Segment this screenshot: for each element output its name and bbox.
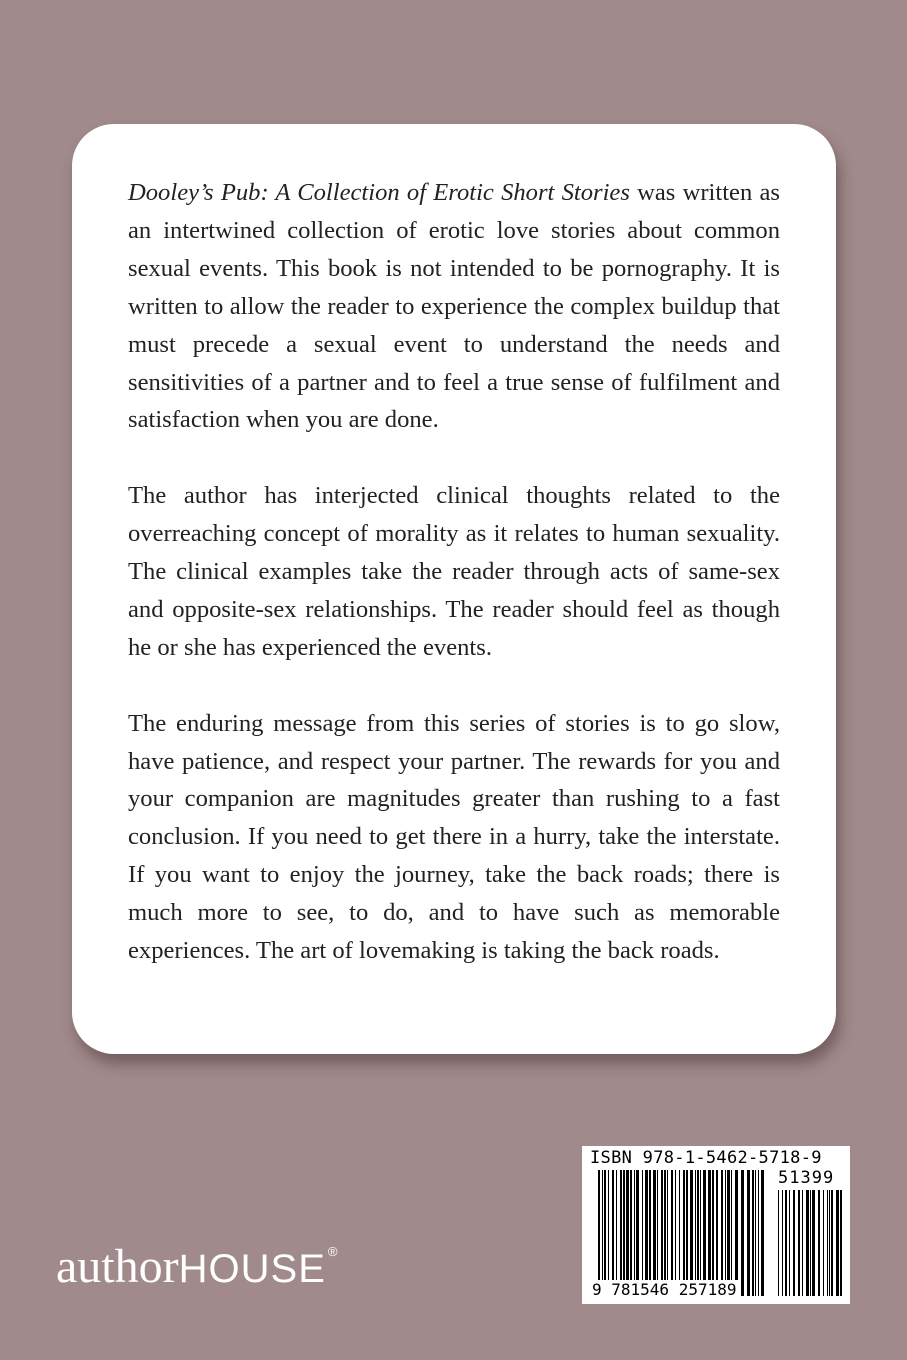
ean-bar-2	[604, 1170, 606, 1296]
ean-bar-26	[695, 1170, 696, 1296]
ean-bar-36	[731, 1170, 732, 1296]
addon-bar-16	[840, 1190, 842, 1296]
ean-bar-4	[612, 1170, 614, 1296]
ean-bar-39	[747, 1170, 750, 1296]
ean-bar-38	[741, 1170, 744, 1296]
ean-bar-3	[608, 1170, 609, 1296]
ean-bar-23	[683, 1170, 685, 1296]
ean-bar-27	[697, 1170, 699, 1296]
ean-bar-1	[602, 1170, 603, 1296]
logo-house: HOUSE	[178, 1247, 326, 1291]
ean-bar-19	[667, 1170, 668, 1296]
ean-bar-33	[721, 1170, 723, 1296]
ean-bar-24	[686, 1170, 688, 1296]
ean-bar-42	[758, 1170, 759, 1296]
ean-bar-13	[645, 1170, 648, 1296]
addon-bar-7	[806, 1190, 809, 1296]
ean-bar-9	[630, 1170, 632, 1296]
ean-bar-11	[636, 1170, 639, 1296]
blurb-paragraph-1-text: was written as an intertwined collection of erotic love stories about common sexual events. This book is not intended to be pornography. It is written to allow the reader to experience the complex buildup that must precede a sexual event to understand the needs and sensitivities of a partner and to feel a true sense of fulfilment and satisfaction when you are done.	[128, 179, 780, 434]
ean-bar-41	[755, 1170, 756, 1296]
ean-bar-43	[761, 1170, 764, 1296]
addon-bar-10	[818, 1190, 820, 1296]
addon-bar-6	[802, 1190, 803, 1296]
registered-mark: ®	[327, 1244, 338, 1259]
ean-bar-21	[675, 1170, 676, 1296]
addon-bar-0	[778, 1190, 779, 1296]
ean-bar-18	[664, 1170, 666, 1296]
addon-bar-1	[782, 1190, 783, 1296]
ean-bar-40	[752, 1170, 754, 1296]
isbn-text: ISBN 978-1-5462-5718-9	[590, 1148, 822, 1168]
ean-bar-14	[649, 1170, 651, 1296]
barcode-digits: 9 781546 257189	[592, 1280, 741, 1300]
ean-bar-31	[712, 1170, 714, 1296]
ean-bar-12	[642, 1170, 643, 1296]
ean-bar-28	[700, 1170, 701, 1296]
addon-bar-8	[810, 1190, 811, 1296]
price-code: 51399	[778, 1168, 835, 1188]
addon-bar-9	[812, 1190, 815, 1296]
book-title: Dooley’s Pub: A Collection of Erotic Short Stories	[128, 179, 630, 206]
addon-bar-5	[798, 1190, 800, 1296]
ean-bar-25	[690, 1170, 693, 1296]
ean-bar-20	[671, 1170, 673, 1296]
ean-bar-34	[725, 1170, 726, 1296]
addon-bar-4	[793, 1190, 795, 1296]
ean-bar-37	[735, 1170, 738, 1296]
ean-bar-29	[703, 1170, 706, 1296]
addon-bar-2	[785, 1190, 787, 1296]
addon-bar-11	[823, 1190, 824, 1296]
blurb-paragraph-2: The author has interjected clinical thoughts related to the overreaching concept of morality as it relates to human sexuality. The clinical examples take the reader through acts of same-sex and opposite-sex relationships. The reader should feel as though he or she has experienced the events.	[128, 482, 780, 661]
ean-bar-22	[679, 1170, 680, 1296]
ean-bar-0	[598, 1170, 600, 1296]
ean-bar-30	[708, 1170, 711, 1296]
ean-bar-7	[623, 1170, 625, 1296]
addon-bar-15	[836, 1190, 839, 1296]
blurb-paragraph-3: The enduring message from this series of stories is to go slow, have patience, and respect your partner. The rewards for you and your companion are magnitudes greater than rushing to a fast conclusion. If you need to get there in a hurry, take the interstate. If you want to enjoy the journey, take the back roads; there is much more to see, to do, and to have such as memorable experiences. The art of lovemaking is taking the back roads.	[128, 709, 780, 965]
ean-bar-8	[626, 1170, 629, 1296]
addon-bar-3	[789, 1190, 790, 1296]
isbn-barcode	[582, 1146, 850, 1304]
addon-bar-14	[831, 1190, 833, 1296]
blurb-paragraph-1	[128, 174, 780, 439]
ean-bar-16	[657, 1170, 658, 1296]
ean-bar-32	[716, 1170, 718, 1296]
publisher-logo	[56, 1222, 337, 1299]
ean-bar-15	[653, 1170, 656, 1296]
logo-author: author	[56, 1240, 179, 1293]
addon-bar-13	[829, 1190, 830, 1296]
blurb-card	[72, 124, 836, 1054]
ean-bar-6	[620, 1170, 622, 1296]
addon-bar-12	[827, 1190, 828, 1296]
ean-bar-5	[616, 1170, 617, 1296]
ean-bar-35	[727, 1170, 730, 1296]
ean-bar-10	[634, 1170, 635, 1296]
ean-bar-17	[661, 1170, 663, 1296]
